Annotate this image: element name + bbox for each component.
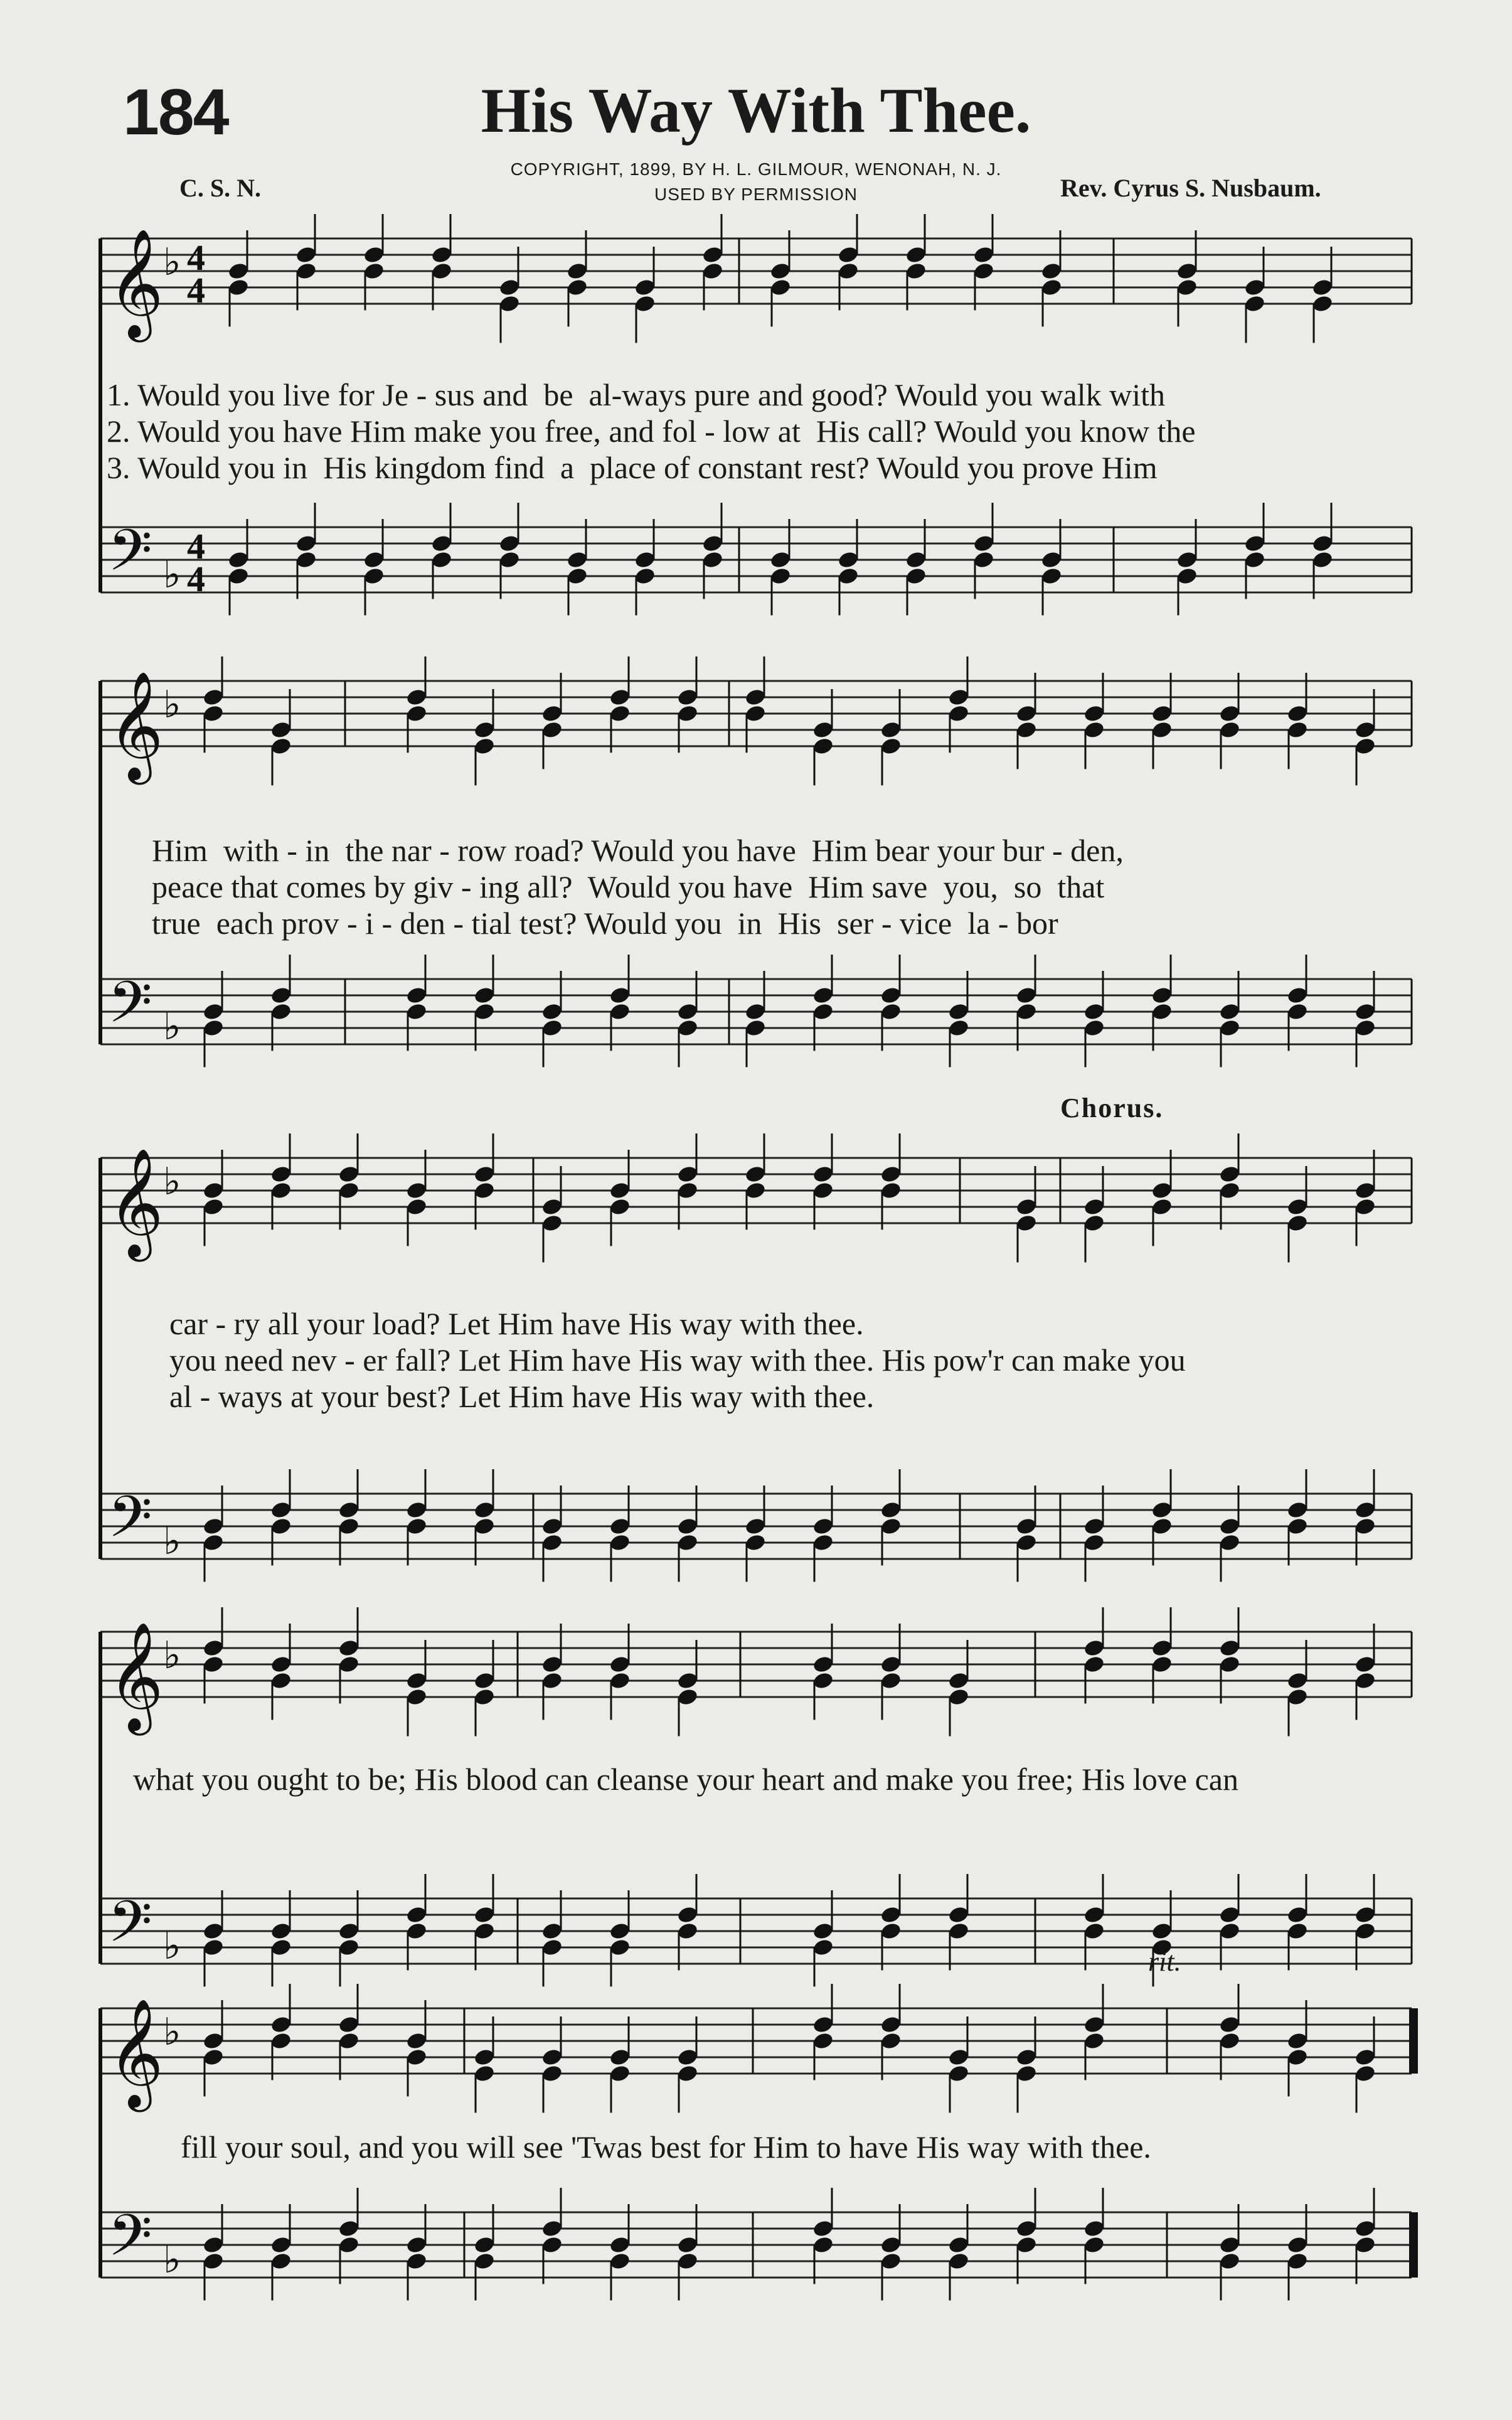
lyric-chorus-line-1: what you ought to be; His blood can cleanse your heart and make you free; His love can bbox=[133, 1762, 1238, 1797]
bass-clef: 𝄢 bbox=[108, 2202, 152, 2283]
treble-clef: 𝄞 bbox=[108, 671, 164, 780]
flat-sign: ♭ bbox=[163, 1634, 181, 1678]
lyric-verse-1-line-3: car - ry all your load? Let Him have His way with thee. bbox=[169, 1306, 864, 1341]
flat-sign: ♭ bbox=[163, 240, 181, 284]
flat-sign: ♭ bbox=[163, 2238, 181, 2282]
treble-clef: 𝄞 bbox=[108, 1622, 164, 1731]
bass-clef: 𝄢 bbox=[108, 517, 152, 597]
flat-sign: ♭ bbox=[163, 1519, 181, 1563]
lyric-verse-3-line-1: 3. Would you in His kingdom find a place of constant rest? Would you prove Him bbox=[107, 450, 1158, 485]
flat-sign: ♭ bbox=[163, 1924, 181, 1968]
bass-clef: 𝄢 bbox=[108, 1484, 152, 1564]
lyric-chorus-line-2: fill your soul, and you will see 'Twas best for Him to have His way with thee. bbox=[181, 2129, 1151, 2165]
chorus-label: Chorus. bbox=[1060, 1093, 1164, 1123]
treble-clef: 𝄞 bbox=[108, 1148, 164, 1257]
treble-clef: 𝄞 bbox=[108, 228, 164, 338]
final-barline bbox=[1409, 2008, 1418, 2074]
copyright-line: COPYRIGHT, 1899, BY H. L. GILMOUR, WENONAH, N. J. bbox=[510, 159, 1002, 179]
bass-clef: 𝄢 bbox=[108, 969, 152, 1049]
treble-clef: 𝄞 bbox=[108, 1998, 164, 2107]
lyric-verse-3-line-3: al - ways at your best? Let Him have His way with thee. bbox=[169, 1379, 875, 1414]
flat-sign: ♭ bbox=[163, 2010, 181, 2054]
lyric-verse-2-line-2: peace that comes by giv - ing all? Would you have Him save you, so that bbox=[152, 869, 1105, 904]
ritardando-marking: rit. bbox=[1148, 1946, 1181, 1977]
composer-credit: C. S. N. bbox=[179, 174, 262, 202]
flat-sign: ♭ bbox=[163, 1160, 181, 1204]
hymn-number: 184 bbox=[123, 76, 228, 149]
final-barline bbox=[1409, 2212, 1418, 2278]
permission-line: USED BY PERMISSION bbox=[654, 185, 858, 204]
bass-clef: 𝄢 bbox=[108, 1888, 152, 1969]
flat-sign: ♭ bbox=[163, 683, 181, 727]
flat-sign: ♭ bbox=[163, 1005, 181, 1049]
bass-time-bottom: 4 bbox=[187, 559, 205, 599]
lyric-verse-3-line-2: true each prov - i - den - tial test? Would you in His ser - vice la - bor bbox=[152, 906, 1058, 941]
author-credit: Rev. Cyrus S. Nusbaum. bbox=[1060, 174, 1321, 202]
bass-time-top: 4 bbox=[187, 526, 205, 567]
treble-time-top: 4 bbox=[187, 237, 205, 278]
lyric-verse-2-line-3: you need nev - er fall? Let Him have His way with thee. His pow'r can make you bbox=[169, 1342, 1186, 1378]
treble-time-bottom: 4 bbox=[187, 270, 205, 311]
flat-sign: ♭ bbox=[163, 553, 181, 597]
hymn-title: His Way With Thee. bbox=[481, 75, 1031, 146]
lyric-verse-2-line-1: 2. Would you have Him make you free, and fol - low at His call? Would you know the bbox=[107, 414, 1196, 449]
lyric-verse-1-line-1: 1. Would you live for Je - sus and be al-ways pure and good? Would you walk with bbox=[107, 377, 1166, 412]
lyric-verse-1-line-2: Him with - in the nar - row road? Would you have Him bear your bur - den, bbox=[152, 833, 1124, 868]
